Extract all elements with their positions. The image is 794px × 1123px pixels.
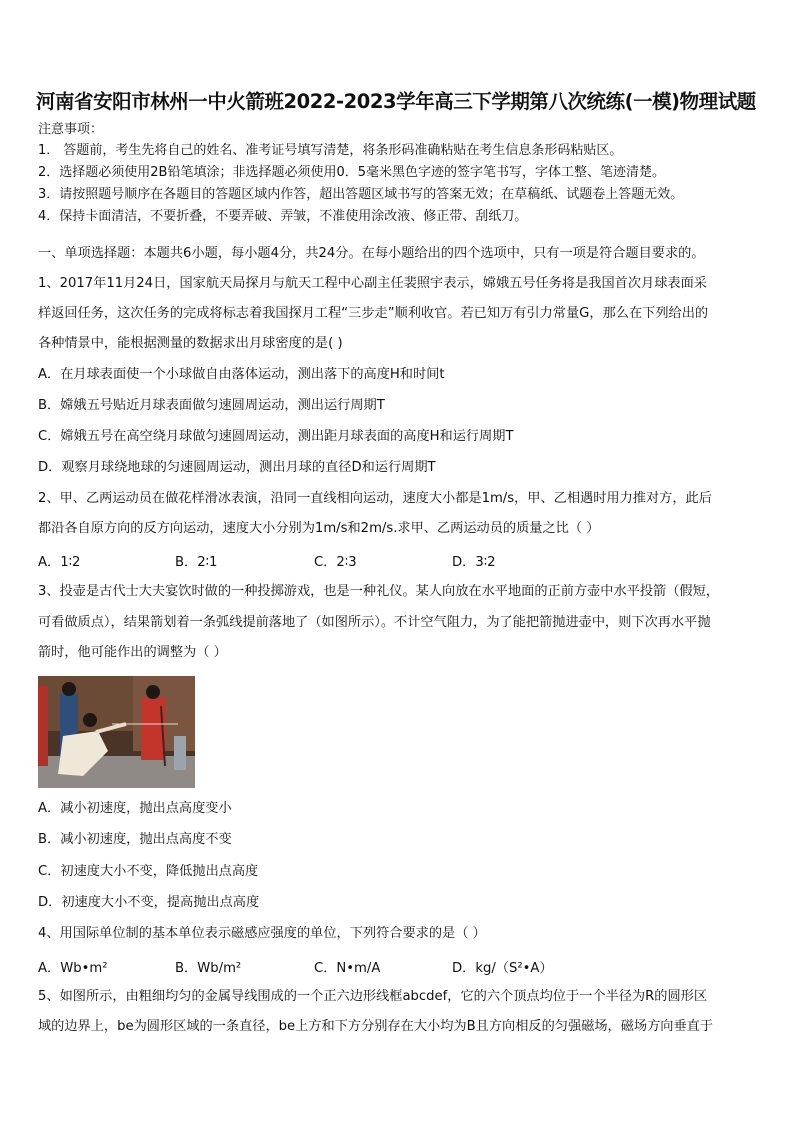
question-3-line: 箭时，他可能作出的调整为（ ） — [38, 645, 227, 660]
touhu-game-photo — [38, 676, 195, 788]
question-2-option-b: B．2∶1 — [175, 555, 218, 570]
question-4-option-a: A．Wb•m² — [38, 961, 108, 976]
question-3-line: 可看做质点），结果箭划着一条弧线提前落地了（如图所示）。不计空气阻力，为了能把箭抛进壶中，则下次再水平抛 — [38, 615, 711, 630]
question-2-option-c: C．2∶3 — [314, 555, 357, 570]
question-1-line: 样返回任务，这次任务的完成将标志着我国探月工程“三步走”顺利收官。若已知万有引力常量G，那么在下列给出的 — [38, 306, 709, 321]
question-2-line: 都沿各自原方向的反方向运动，速度大小分别为1m/s和2m/s.求甲、乙两运动员的质量之比（ ） — [38, 521, 600, 536]
notice-item: 4．保持卡面清洁，不要折叠，不要弄破、弄皱，不准使用涂改液、修正带、刮纸刀。 — [38, 209, 528, 224]
notice-item: 1． 答题前，考生先将自己的姓名、准考证号填写清楚，将条形码准确粘贴在考生信息条形码粘贴区。 — [38, 143, 623, 158]
question-1-option-c: C．嫦娥五号在高空绕月球做匀速圆周运动，测出距月球表面的高度H和运行周期T — [38, 429, 514, 444]
question-2-option-d: D．3∶2 — [452, 555, 496, 570]
question-2-option-a: A．1∶2 — [38, 555, 81, 570]
question-3-option-d: D．初速度大小不变，提高抛出点高度 — [38, 895, 260, 910]
notice-heading: 注意事项： — [38, 122, 104, 137]
question-1-line: 1、2017年11月24日，国家航天局探月与航天工程中心副主任裴照宇表示，嫦娥五号任务将是我国首次月球表面采 — [38, 276, 707, 291]
question-3-line: 3、投壶是古代士大夫宴饮时做的一种投掷游戏，也是一种礼仪。某人向放在水平地面的正前方壶中水平投箭（假短， — [38, 584, 719, 599]
question-1-option-b: B．嫦娥五号贴近月球表面做匀速圆周运动，测出运行周期T — [38, 398, 385, 413]
question-3-option-c: C．初速度大小不变，降低抛出点高度 — [38, 864, 259, 879]
question-4-option-b: B．Wb/m² — [175, 961, 242, 976]
question-2-options — [38, 551, 558, 571]
question-1-option-d: D．观察月球绕地球的匀速圆周运动，测出月球的直径D和运行周期T — [38, 460, 436, 475]
question-4-option-d: D．kg/（S²•A） — [452, 961, 553, 976]
question-3-option-b: B．减小初速度，抛出点高度不变 — [38, 832, 232, 847]
question-3-option-a: A．减小初速度，抛出点高度变小 — [38, 801, 232, 816]
page-title: 河南省安阳市林州一中火箭班2022-2023学年高三下学期第八次统练(一模)物理试题 — [36, 90, 756, 113]
question-5-line: 5、如图所示，由粗细均匀的金属导线围成的一个正六边形线框abcdef，它的六个顶点均位于一个半径为R的圆形区 — [38, 989, 708, 1004]
touhu-illustration — [38, 676, 195, 788]
question-1-line: 各种情景中，能根据测量的数据求出月球密度的是( ) — [38, 336, 343, 351]
question-4-option-c: C．N•m/A — [314, 961, 381, 976]
section-heading: 一、单项选择题：本题共6小题，每小题4分，共24分。在每小题给出的四个选项中，只有一项是符合题目要求的。 — [38, 246, 705, 261]
question-5-line: 域的边界上，be为圆形区域的一条直径，be上方和下方分别存在大小均为B且方向相反的匀强磁场，磁场方向垂直于 — [38, 1019, 714, 1034]
notice-item: 2．选择题必须使用2B铅笔填涂；非选择题必须使用0．5毫米黑色字迹的签字笔书写，字体工整、笔迹清楚。 — [38, 165, 666, 180]
question-4-line: 4、用国际单位制的基本单位表示磁感应强度的单位，下列符合要求的是（ ） — [38, 926, 486, 941]
notice-item: 3．请按照题号顺序在各题目的答题区域内作答，超出答题区域书写的答案无效；在草稿纸、试题卷上答题无效。 — [38, 187, 684, 202]
question-4-options — [38, 957, 578, 977]
question-1-option-a: A．在月球表面使一个小球做自由落体运动，测出落下的高度H和时间t — [38, 367, 445, 382]
question-2-line: 2、甲、乙两运动员在做花样滑冰表演，沿同一直线相向运动，速度大小都是1m/s，甲、乙相遇时用力推对方，此后 — [38, 491, 712, 506]
